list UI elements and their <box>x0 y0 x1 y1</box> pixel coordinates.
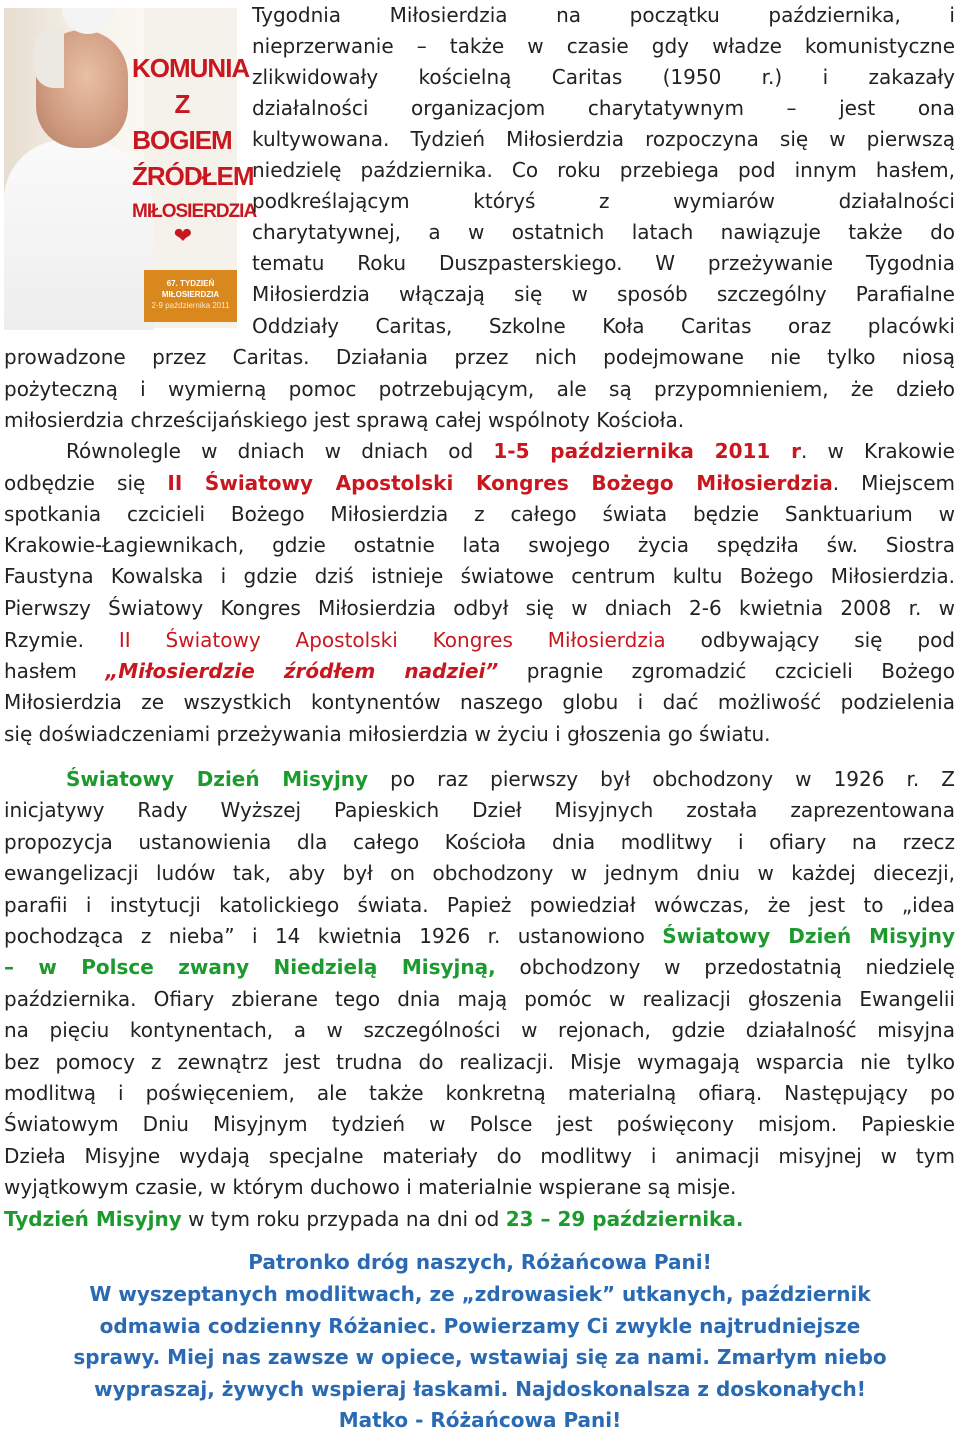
text-line: ewangelizacji ludów tak, aby był on obchodzony w jednym dniu w każdej diecezji, <box>4 861 955 885</box>
prayer-line: sprawy. Miej nas zawsze w opiece, wstawiaj się za nami. Zmarłym niebo <box>73 1345 887 1369</box>
congress-name: II Światowy Apostolski Kongres Bożego Miłosierdzia <box>167 471 833 495</box>
text-line: wyjątkowym czasie, w którym duchowo i materialnie wspierane są misje. <box>4 1175 737 1199</box>
prayer-line: Patronko dróg naszych, Różańcowa Pani! <box>248 1250 712 1274</box>
text-span: odbywający się pod <box>665 628 955 652</box>
text-line <box>4 436 955 467</box>
text-line: Faustyna Kowalska i gdzie dziś istnieje światowe centrum kultu Bożego Miłosierdzia. <box>4 564 955 588</box>
text-line: modlitwą i poświęceniem, ale także konkretną materialną ofiarą. Następujący po <box>4 1081 955 1105</box>
text-span: w tym roku przypada na dni od <box>181 1207 506 1231</box>
text-line: Oddziały Caritas, Szkolne Koła Caritas oraz placówki <box>252 314 955 338</box>
poster-title <box>132 50 257 230</box>
text-span: Rzymie. <box>4 628 119 652</box>
text-span: . Miejscem <box>832 471 956 495</box>
text-line: Miłosierdzia ze wszystkich kontynentów naszego globu i dać możliwość podzielenia <box>4 690 955 714</box>
prayer-line: odmawia codzienny Różaniec. Powierzamy Ci zwykle najtrudniejsze <box>99 1314 861 1338</box>
text-line: na pięciu kontynentach, a w szczególności w rejonach, gdzie działalność misyjna <box>4 1018 955 1042</box>
poster-title-line: Z BOGIEM <box>132 89 232 155</box>
congress-motto: „Miłosierdzie źródłem nadziei” <box>105 659 499 683</box>
text-line: prowadzone przez Caritas. Działania przez nich podejmowane nie tylko niosą <box>4 345 955 369</box>
text-line: bez pomocy z zewnątrz jest trudna do realizacji. Misje wymagają wsparcia nie tylko <box>4 1050 955 1074</box>
text-line: Tygodnia Miłosierdzia na początku października, i <box>252 3 955 27</box>
text-line: zlikwidowały kościelną Caritas (1950 r.) i zakazały <box>252 65 955 89</box>
text-span: . w Krakowie <box>800 439 955 463</box>
text-span: odbędzie się <box>4 471 168 495</box>
text-span: po raz pierwszy był obchodzony w 1926 r. Z <box>368 767 956 791</box>
text-line: działalności organizacjom charytatywnym – jest ona <box>252 96 955 120</box>
text-line <box>4 656 955 687</box>
text-line: inicjatywy Rady Wyższej Papieskich Dzieł Misyjnych została zaprezentowana <box>4 798 955 822</box>
text-line: pożyteczną i wymierną pomoc potrzebującym, ale są przypomnieniem, że dzieło <box>4 377 955 401</box>
text-line <box>4 921 955 952</box>
text-line: Krakowie-Łagiewnikach, gdzie ostatnie lata swojego życia spędziła św. Siostra <box>4 533 955 557</box>
mission-day-name: Światowy Dzień Misyjny <box>662 924 955 948</box>
text-line: kultywowana. Tydzień Miłosierdzia rozpoczyna się w pierwszą <box>252 127 955 151</box>
poster-banner-title: 67. TYDZIEŃ MIŁOSIERDZIA <box>161 279 220 299</box>
mission-week-title: Tydzień Misyjny <box>4 1207 182 1231</box>
text-line <box>4 952 955 983</box>
text-line <box>4 1204 955 1235</box>
text-line: Miłosierdzia włączają się w sposób szczególny Parafialne <box>252 282 955 306</box>
text-line: Światowym Dniu Misyjnym tydzień w Polsce jest poświęcony misjom. Papieskie <box>4 1112 955 1136</box>
text-line: podkreślającym któryś z wymiarów działalności <box>252 189 955 213</box>
text-line: parafii i instytucji katolickiego świata. Papież powiedział wówczas, że jest to „idea <box>4 893 955 917</box>
mission-day-title: Światowy Dzień Misyjny <box>66 767 369 791</box>
text-span: hasłem <box>4 659 106 683</box>
text-span: pragnie zgromadzić czcicieli Bożego <box>498 659 955 683</box>
text-line: Pierwszy Światowy Kongres Miłosierdzia odbył się w dniach 2-6 kwietnia 2008 r. w <box>4 596 955 620</box>
text-line: nieprzerwanie – także w czasie gdy władze komunistyczne <box>252 34 955 58</box>
mission-week-dates: 23 – 29 października. <box>505 1207 744 1231</box>
text-line: propozycja ustanowienia dla całego Kościoła dnia modlitwy i ofiary na rzecz <box>4 830 955 854</box>
prayer-line: Matko - Różańcowa Pani! <box>338 1408 622 1432</box>
poster-banner-dates: 2-9 października 2011 <box>151 301 230 310</box>
text-line: Dzieła Misyjne wydają specjalne materiały do modlitwy i animacji misyjnej w tym <box>4 1144 955 1168</box>
text-line: tematu Roku Duszpasterskiego. W przeżywanie Tygodnia <box>252 251 955 275</box>
text-line <box>4 625 955 656</box>
poster-title-line: KOMUNIA <box>132 53 250 83</box>
mission-sunday-name: – w Polsce zwany Niedzielą Misyjną, <box>4 955 496 979</box>
text-line: października. Ofiary zbierane tego dnia mają pomóc w realizacji głoszenia Ewangelii <box>4 987 955 1011</box>
congress-name-plain: II Światowy Apostolski Kongres Miłosierdzia <box>118 628 666 652</box>
poster-title-line: MIŁOSIERDZIA <box>132 201 257 222</box>
prayer-line: wypraszaj, żywych wspieraj łaskami. Najdoskonalsza z doskonałych! <box>94 1377 866 1401</box>
caritas-heart-icon: ❤ <box>173 224 193 249</box>
pope-hair <box>34 28 64 88</box>
poster-banner <box>144 270 237 322</box>
text-line <box>4 468 955 499</box>
poster-title-line: ŹRÓDŁEM <box>132 161 254 191</box>
text-line: spotkania czcicieli Bożego Miłosierdzia z całego świata będzie Sanktuarium w <box>4 502 955 526</box>
text-line: miłosierdzia chrześcijańskiego jest sprawą całej wspólnoty Kościoła. <box>4 408 685 432</box>
text-line: niedzielę października. Co roku przebiega pod innym hasłem, <box>252 158 955 182</box>
text-line: się doświadczeniami przeżywania miłosierdzia w życiu i głoszenia go światu. <box>4 722 771 746</box>
text-line <box>4 764 955 795</box>
text-line: charytatywnej, a w ostatnich latach nawiązuje także do <box>252 220 955 244</box>
text-span: Równolegle w dniach w dniach od <box>66 439 494 463</box>
text-span: pochodząca z nieba” i 14 kwietnia 1926 r. ustanowiono <box>4 924 663 948</box>
poster-image <box>4 8 257 328</box>
prayer-line: W wyszeptanych modlitwach, ze „zdrowasiek” utkanych, październik <box>89 1282 871 1306</box>
text-span: obchodzony w przedostatnią niedzielę <box>495 955 955 979</box>
congress-dates: 1-5 października 2011 r <box>493 439 801 463</box>
